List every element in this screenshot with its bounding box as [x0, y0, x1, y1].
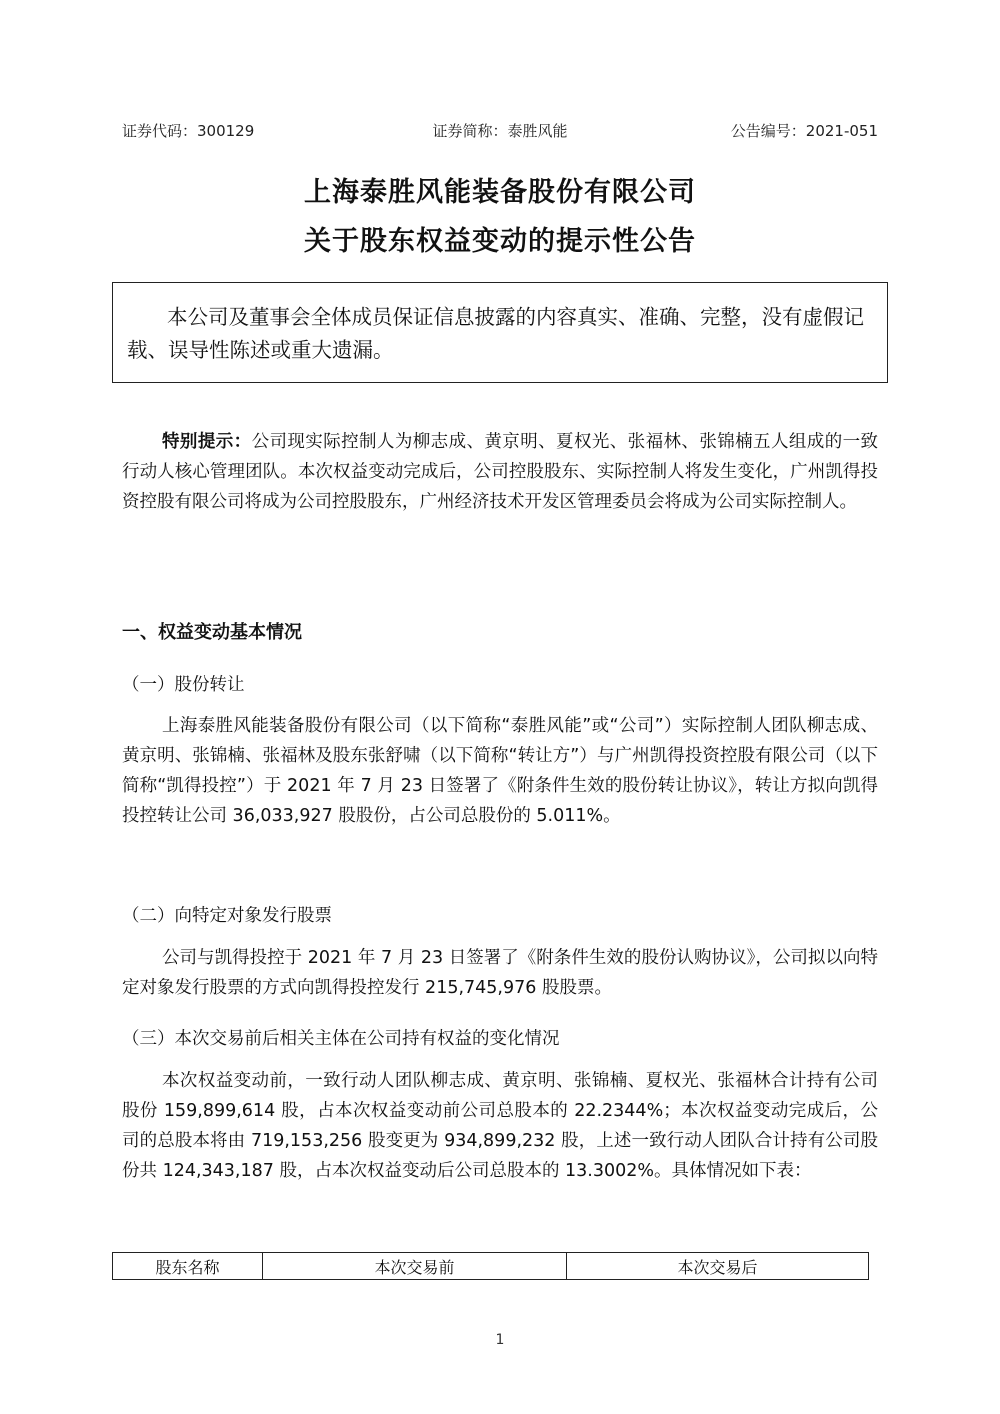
share-transfer-paragraph: 上海泰胜风能装备股份有限公司（以下简称“泰胜风能”或“公司”）实际控制人团队柳志成、黄京明、张锦楠、张福林及股东张舒啸（以下简称“转让方”）与广州凯得投资控股有限公司（以下简称“凯得投控”）于 2021 年 7 月 23 日签署了《附条件生效的股份转让协议》，转让方拟向凯得投控转让公司 36,033,927 股股份，占公司总股份的 5.011%。	[122, 716, 878, 826]
column-header-shareholder: 股东名称	[113, 1253, 263, 1280]
subsection-heading-3: （三）本次交易前后相关主体在公司持有权益的变化情况	[122, 1029, 560, 1049]
column-header-after: 本次交易后	[567, 1253, 869, 1280]
special-tip-paragraph	[122, 427, 878, 517]
page-number: 1	[495, 1332, 505, 1348]
special-tip-label: 特别提示：	[162, 432, 252, 452]
special-tip-text: 公司现实际控制人为柳志成、黄京明、夏权光、张福林、张锦楠五人组成的一致行动人核心管理团队。本次权益变动完成后，公司控股股东、实际控制人将发生变化，广州凯得投资控股有限公司将成为公司控股股东，广州经济技术开发区管理委员会将成为公司实际控制人。	[122, 432, 879, 512]
stock-abbreviation: 证券简称：泰胜风能	[432, 122, 568, 140]
stock-code: 证券代码：300129	[122, 122, 255, 140]
table-header-row	[113, 1253, 869, 1280]
shareholding-table	[112, 1252, 869, 1280]
subsection-heading-2: （二）向特定对象发行股票	[122, 906, 332, 926]
subsection-heading-1: （一）股份转让	[122, 675, 245, 695]
section-heading: 一、权益变动基本情况	[122, 622, 302, 643]
notice-number: 公告编号：2021-051	[730, 122, 878, 140]
disclaimer-text: 本公司及董事会全体成员保证信息披露的内容真实、准确、完整，没有虚假记载、误导性陈述或重大遗漏。	[127, 305, 864, 362]
equity-change-paragraph: 本次权益变动前，一致行动人团队柳志成、黄京明、张锦楠、夏权光、张福林合计持有公司股份 159,899,614 股，占本次权益变动前公司总股本的 22.2344%；本次权益变动完成后，公司的总股本将由 719,153,256 股变更为 934,899,232 股，上述一致行动人团队合计持有公司股份共 124,343,187 股，占本次权益变动后公司总股本的 13.3002%。具体情况如下表：	[122, 1071, 878, 1181]
issuance-paragraph: 公司与凯得投控于 2021 年 7 月 23 日签署了《附条件生效的股份认购协议》，公司拟以向特定对象发行股票的方式向凯得投控发行 215,745,976 股股票。	[122, 948, 878, 998]
document-title-line1: 上海泰胜风能装备股份有限公司	[304, 177, 696, 208]
column-header-before: 本次交易前	[263, 1253, 567, 1280]
document-title-line2: 关于股东权益变动的提示性公告	[304, 226, 696, 257]
disclaimer-box	[112, 282, 888, 383]
